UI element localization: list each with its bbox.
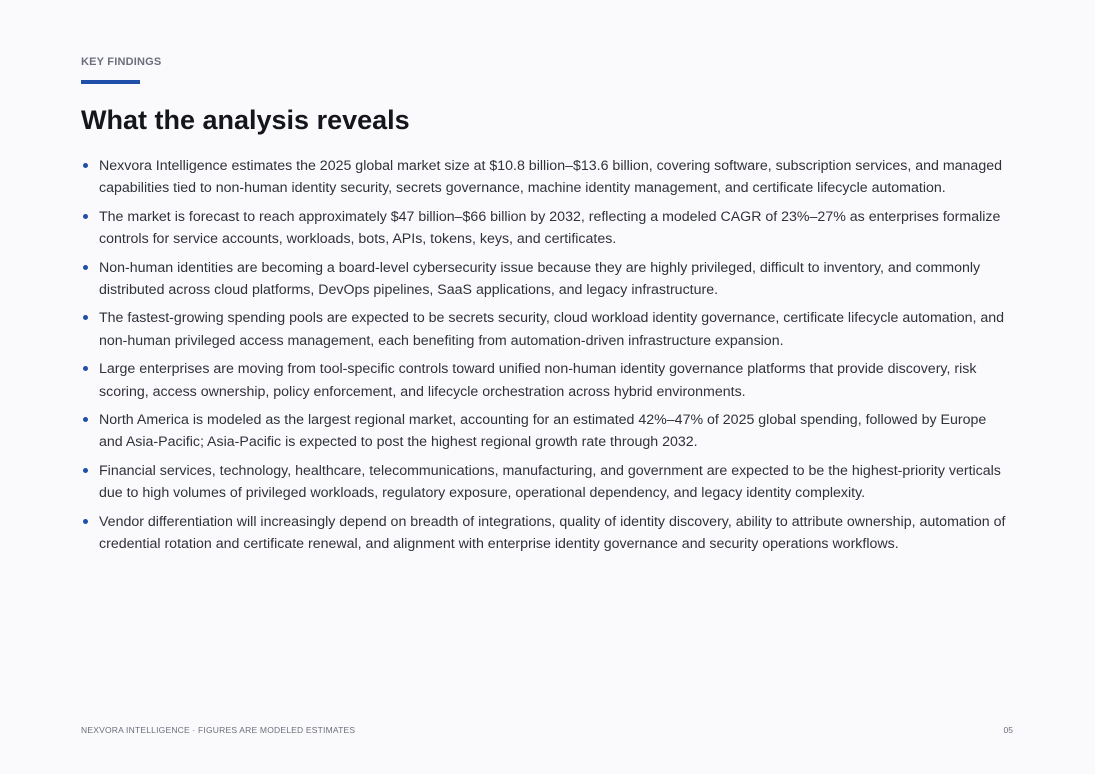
finding-text: The fastest-growing spending pools are expected to be secrets security, cloud workload identity governance, certificate lifecycle automation, and non-human privileged access management, each benefiting from automation-driven infrastructure expansion. [99,310,1005,349]
finding-text: Large enterprises are moving from tool-specific controls toward unified non-human identity governance platforms that provide discovery, risk scoring, access ownership, policy enforcement, and lifecycle orchestration across hybrid environments. [99,361,977,400]
finding-text: Financial services, technology, healthcare, telecommunications, manufacturing, and government are expected to be the highest-priority verticals due to high volumes of privileged workloads, regulatory exposure, operational dependency, and legacy identity complexity. [99,462,1001,502]
finding-text: The market is forecast to reach approximately $47 billion–$66 billion by 2032, reflecting a modeled CAGR of 23%–27% as enterprises formalize controls for service accounts, workloads, bots, APIs, tokens, keys, and certificates. [99,208,1001,248]
finding-item [81,155,1006,200]
finding-item [81,257,1006,302]
finding-item [81,358,1006,403]
bullet-icon [83,214,88,219]
bullet-icon [83,519,88,524]
page-number: 05 [1003,725,1013,735]
footer-source-note: NEXVORA INTELLIGENCE · FIGURES ARE MODELED ESTIMATES [81,725,356,735]
finding-item [81,206,1006,251]
finding-item [81,460,1006,505]
bullet-icon [83,265,88,270]
bullet-icon [83,417,88,422]
page-title: What the analysis reveals [81,105,410,135]
finding-item [81,511,1006,556]
bullet-icon [83,163,88,168]
section-eyebrow: KEY FINDINGS [81,56,162,68]
finding-item [81,307,1006,352]
bullet-icon [83,366,88,371]
finding-item [81,409,1006,454]
findings-list [81,155,1006,562]
bullet-icon [83,468,88,473]
finding-text: North America is modeled as the largest regional market, accounting for an estimated 42%–47% of 2025 global spending, followed by Europe and Asia-Pacific; Asia-Pacific is expected to post the highest regional growth rate through 2032. [99,412,987,451]
finding-text: Non-human identities are becoming a board-level cybersecurity issue because they are highly privileged, difficult to inventory, and commonly distributed across cloud platforms, DevOps pipelines, SaaS applications, and legacy infrastructure. [99,259,981,299]
bullet-icon [83,315,88,320]
accent-rule [81,80,140,84]
finding-text: Vendor differentiation will increasingly depend on breadth of integrations, quality of identity discovery, ability to attribute ownership, automation of credential rotation and certificate renewal, and alignment with enterprise identity governance and security operations workflows. [99,513,1006,553]
finding-text: Nexvora Intelligence estimates the 2025 global market size at $10.8 billion–$13.6 billion, covering software, subscription services, and managed capabilities tied to non-human identity security, secrets governance, machine identity management, and certificate lifecycle automation. [99,158,1002,197]
